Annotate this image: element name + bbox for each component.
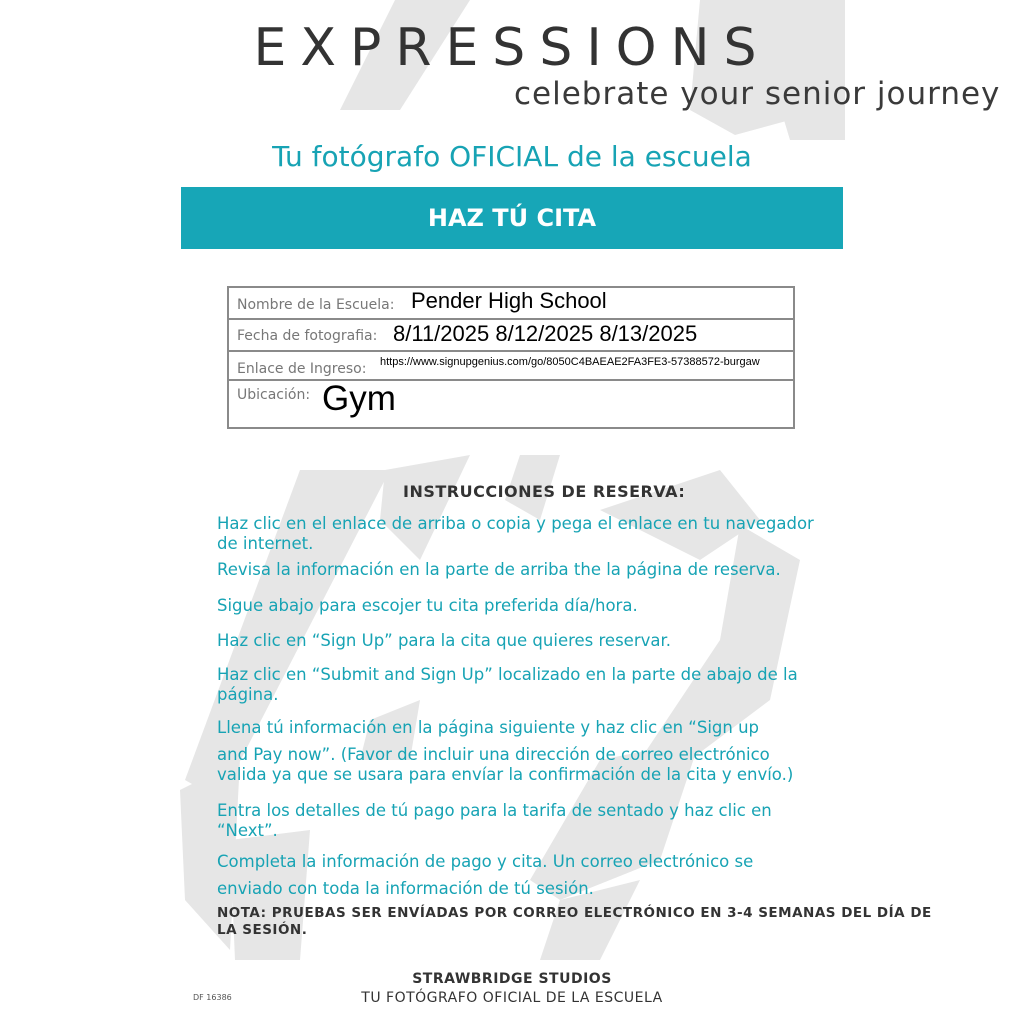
instruction-step: Completa la información de pago y cita. Un correo electrónico se: [217, 852, 754, 871]
location-row: [229, 381, 793, 427]
instruction-step: Llena tú información en la página siguiente y haz clic en “Sign up: [217, 718, 760, 737]
photo-date-value: 8/11/2025 8/12/2025 8/13/2025: [393, 321, 698, 346]
photo-date-label: Fecha de fotografia:: [237, 328, 378, 344]
instruction-step: and Pay now”. (Favor de incluir una dirección de correo electrónico valida ya que se usara para envíar la confirmación de la cita y envío.): [217, 745, 794, 784]
signup-link-row: [229, 352, 793, 381]
school-name-label: Nombre de la Escuela:: [237, 297, 395, 313]
studio-name: STRAWBRIDGE STUDIOS: [412, 971, 612, 987]
instruction-step: Sigue abajo para escojer tu cita preferida día/hora.: [217, 596, 638, 615]
photo-date-row: [229, 320, 793, 352]
location-label: Ubicación:: [237, 387, 311, 403]
instruction-step: Entra los detalles de tú pago para la tarifa de sentado y haz clic en “Next”.: [217, 801, 772, 840]
studio-tagline: TU FOTÓGRAFO OFICIAL DE LA ESCUELA: [361, 990, 663, 1006]
location-value: Gym: [322, 379, 396, 418]
instruction-step: enviado con toda la información de tú sesión.: [217, 879, 594, 898]
brand-title: EXPRESSIONS: [253, 18, 771, 78]
instruction-step: Haz clic en “Submit and Sign Up” localizado en la parte de abajo de la página.: [217, 665, 798, 704]
page-subtitle: Tu fotógrafo OFICIAL de la escuela: [272, 140, 752, 173]
instructions-title: INSTRUCCIONES DE RESERVA:: [403, 482, 686, 501]
appointment-banner: [181, 187, 843, 249]
banner-text: HAZ TÚ CITA: [427, 204, 597, 232]
delivery-note: NOTA: PRUEBAS SER ENVÍADAS POR CORREO ELECTRÓNICO EN 3-4 SEMANAS DEL DÍA DE LA SESIÓN.: [217, 905, 932, 938]
school-info-table: [227, 286, 795, 429]
instruction-step: Haz clic en el enlace de arriba o copia y pega el enlace en tu navegador de internet.: [217, 514, 814, 553]
signup-link[interactable]: https://www.signupgenius.com/go/8050C4BAEAE2FA3FE3-57388572-burgaw: [380, 356, 760, 368]
school-name-row: [229, 288, 793, 320]
instruction-step: Revisa la información en la parte de arriba the la página de reserva.: [217, 560, 781, 579]
brand-tagline: celebrate your senior journey: [514, 76, 1001, 112]
document-code: DF 16386: [193, 993, 232, 1002]
instruction-step: Haz clic en “Sign Up” para la cita que quieres reservar.: [217, 631, 672, 650]
school-name-value: Pender High School: [411, 288, 607, 313]
signup-link-label: Enlace de Ingreso:: [237, 361, 367, 377]
